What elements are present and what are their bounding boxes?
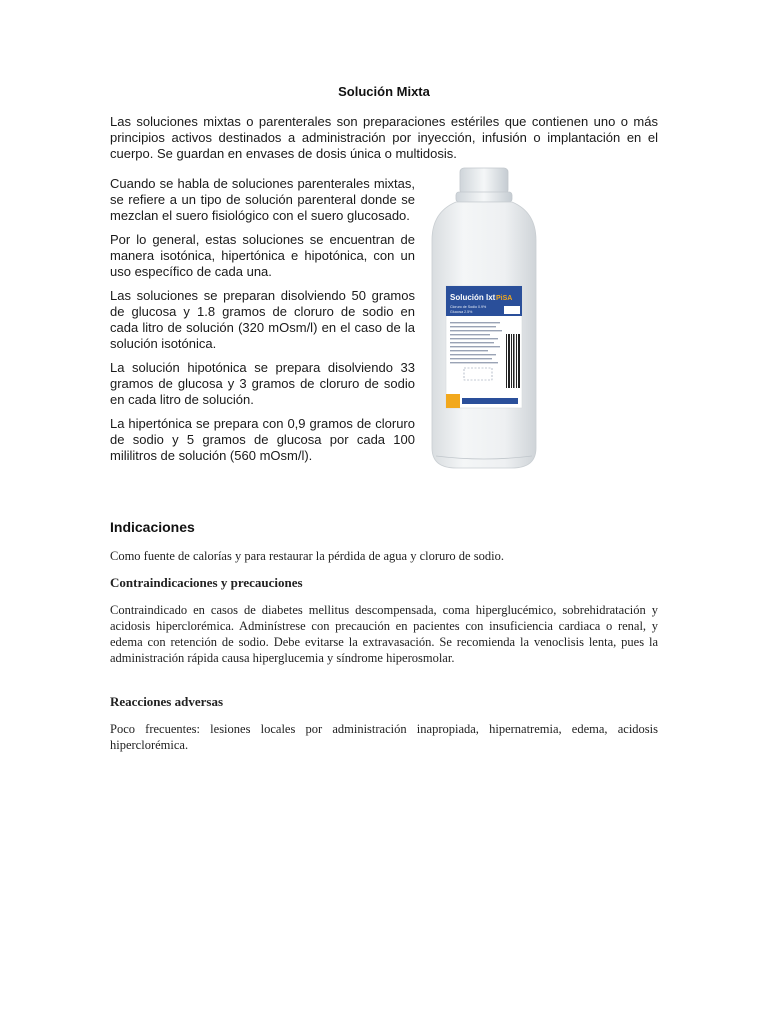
document-title: Solución Mixta — [338, 84, 430, 99]
contraindicaciones-text: Contraindicado en casos de diabetes mellitus descompensada, coma hiperglucémico, sobrehidratación y acidosis hiperclorémica. Adminístrese con precaución en pacientes con insuficiencia cardiaca o renal, y edema con retención de sodio. Debe evitarse la extravasación. Se recomienda la venoclisis lenta, pues la administración rápida causa hiperglucemia y síndrome hiperosmolar. — [110, 603, 658, 665]
paragraph-hipertonica: La hipertónica se prepara con 0,9 gramos de cloruro de sodio y 5 gramos de glucosa por cada 100 mililitros de solución (560 mOsm/l). — [110, 416, 415, 463]
label-line1: Cloruro de Sodio 0.9% — [450, 305, 487, 309]
intro-paragraph: Las soluciones mixtas o parenterales son preparaciones estériles que contienen uno o más principios activos destinados a administración por inyección, infusión o implantación en el cuerpo. Se guardan en envases de dosis única o multidosis. — [110, 114, 658, 161]
pisa-logo-box — [504, 306, 520, 314]
heading-indicaciones: Indicaciones — [110, 519, 195, 535]
paragraph-isotonica: Las soluciones se preparan disolviendo 50 gramos de glucosa y 1.8 gramos de cloruro de sodio en cada litro de solución (320 mOsm/l) en el caso de la solución isotónica. — [110, 288, 415, 351]
label-product: Solución Ixt — [450, 293, 496, 302]
solution-bottle-image — [426, 166, 542, 472]
reacciones-text: Poco frecuentes: lesiones locales por administración inapropiada, hipernatremia, edema, acidosis hiperclorémica. — [110, 722, 658, 752]
text-column — [110, 146, 415, 472]
label-line2: Glucosa 2.5% — [450, 310, 473, 314]
paragraph-hipotonica: La solución hipotónica se prepara disolviendo 33 gramos de glucosa y 3 gramos de cloruro de sodio en cada litro de solución. — [110, 360, 415, 407]
label-accent-badge — [446, 394, 460, 408]
label-brand: PiSA — [496, 295, 513, 302]
paragraph-tipos: Por lo general, estas soluciones se encuentran de manera isotónica, hipertónica e hipotónica, con un uso específico de cada una. — [110, 232, 415, 279]
paragraph-mixtas: Cuando se habla de soluciones parenterales mixtas, se refiere a un tipo de solución parenteral donde se mezclan el suero fisiológico con el suero glucosado. — [110, 176, 415, 223]
indicaciones-text: Como fuente de calorías y para restaurar la pérdida de agua y cloruro de sodio. — [110, 549, 504, 563]
heading-reacciones: Reacciones adversas — [110, 694, 224, 709]
heading-contraindicaciones: Contraindicaciones y precauciones — [110, 575, 303, 590]
